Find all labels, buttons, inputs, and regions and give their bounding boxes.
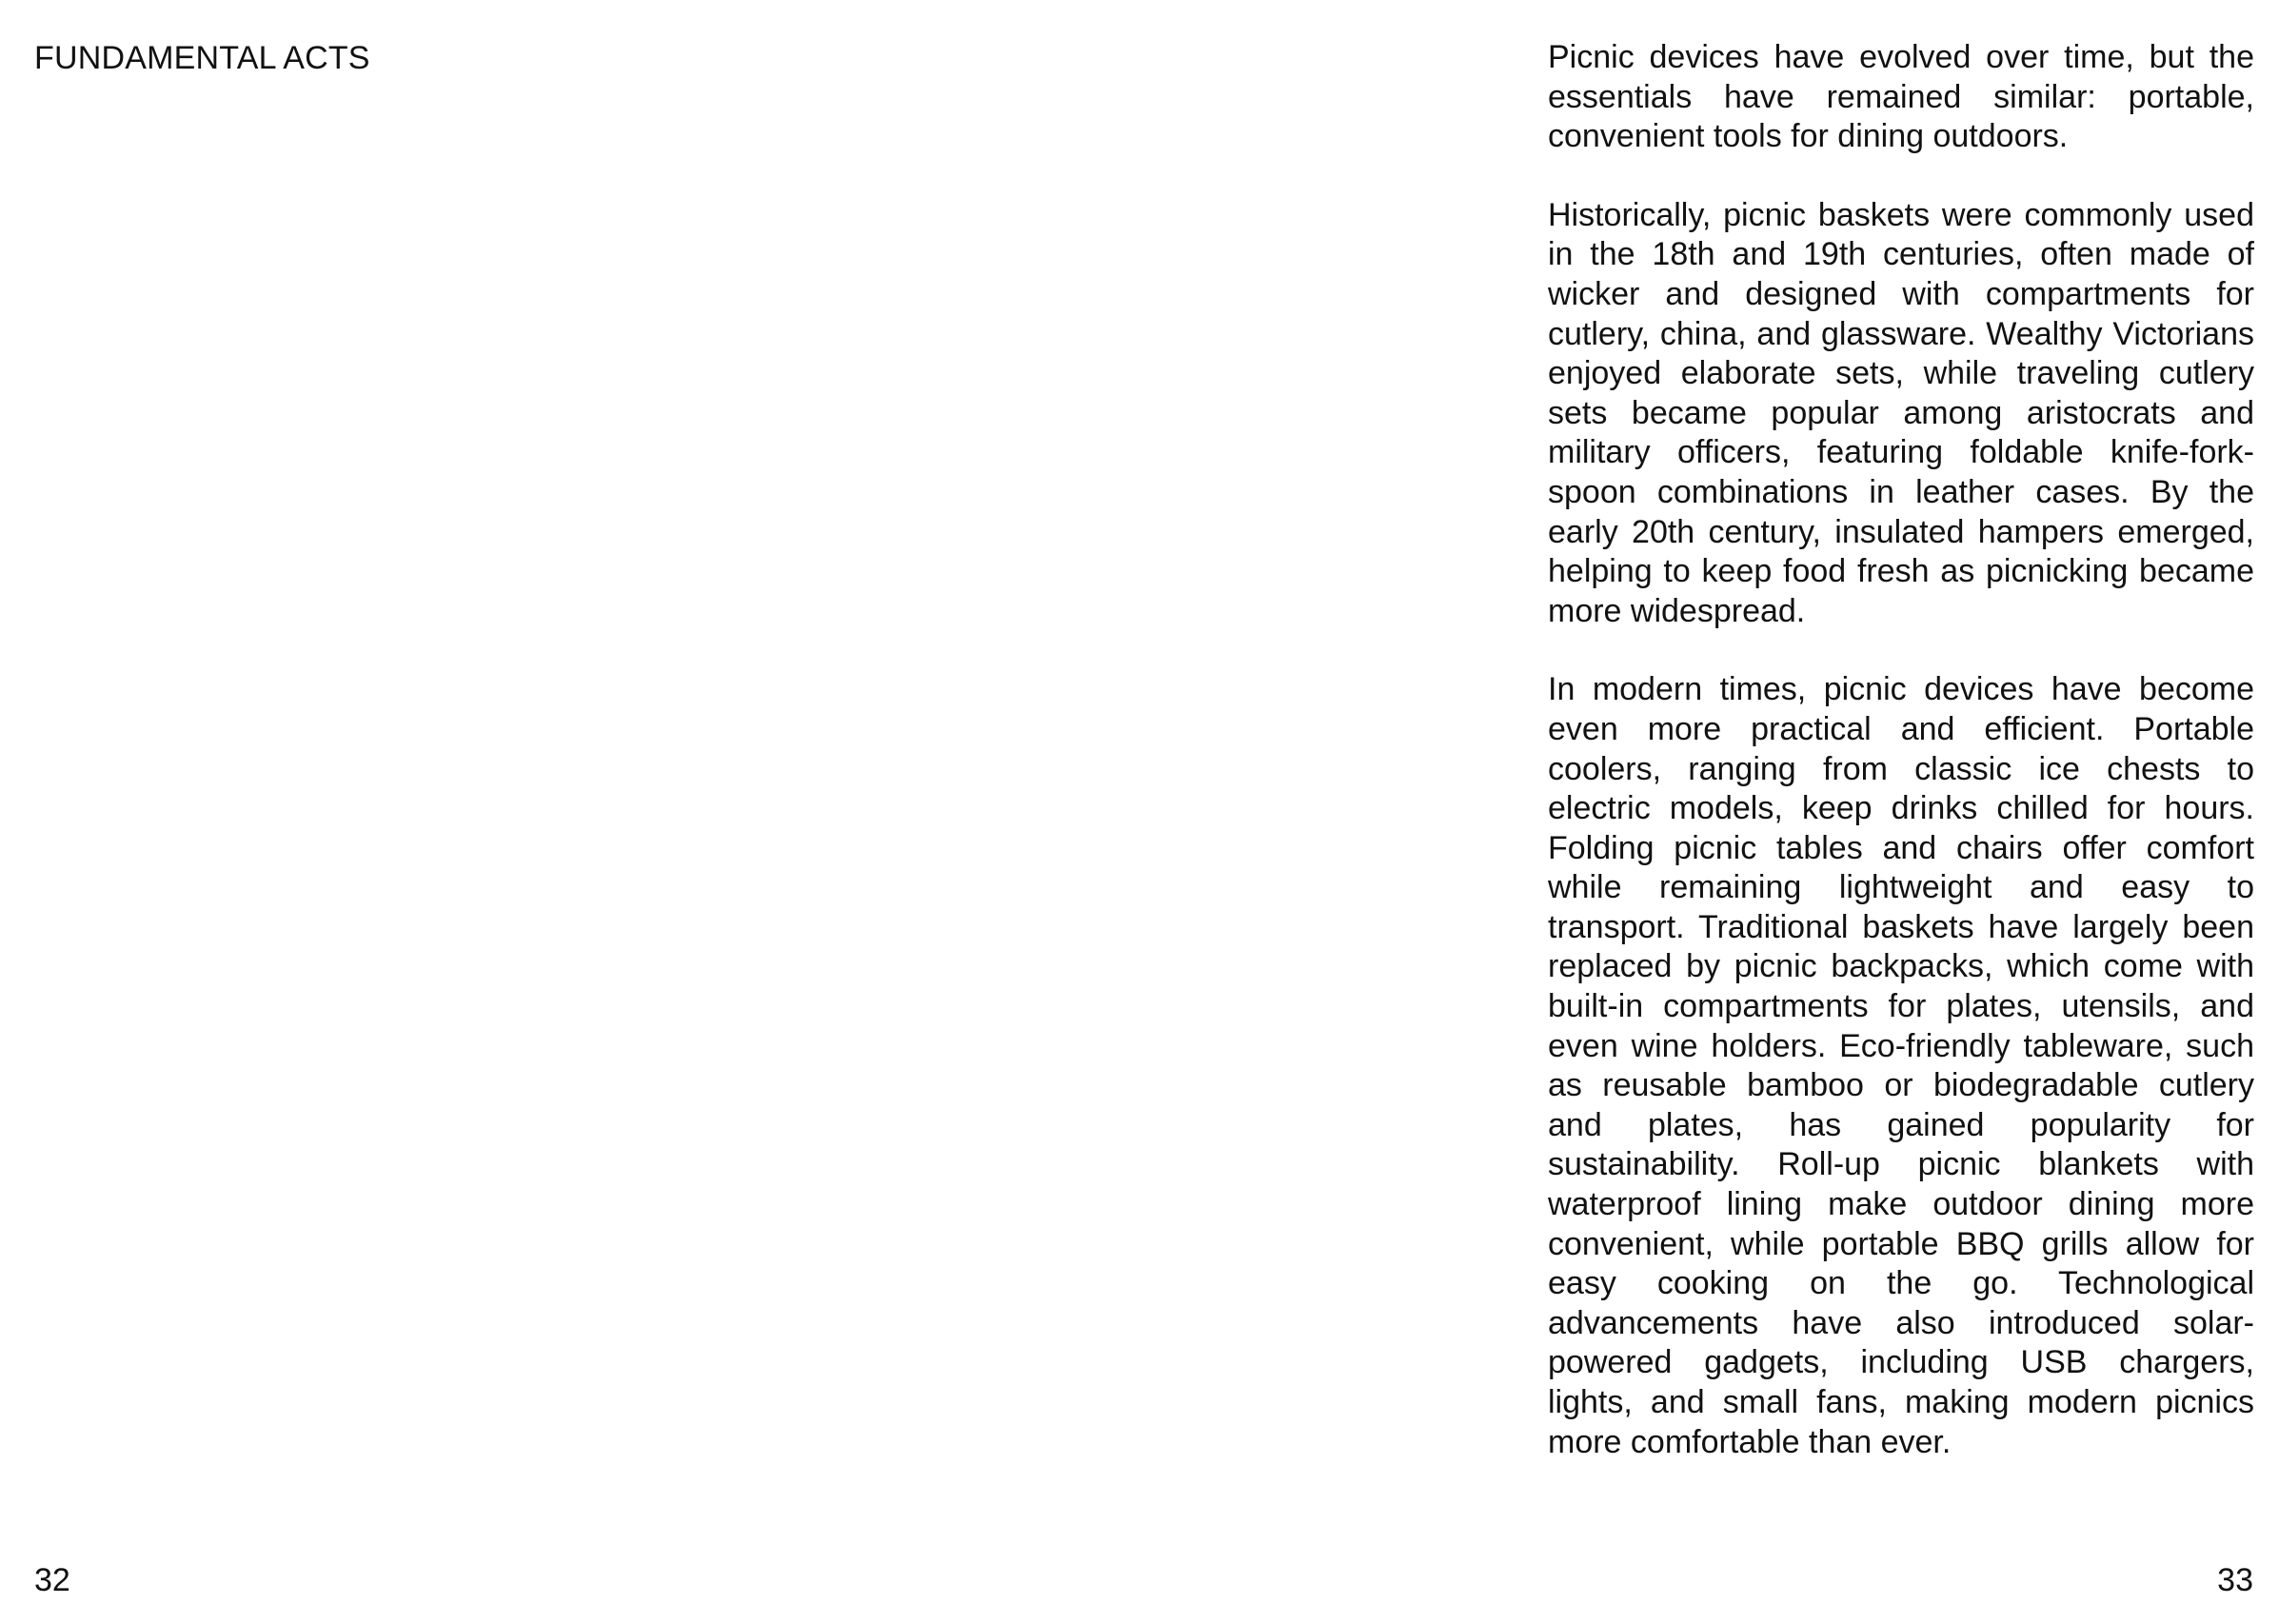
right-page	[1140, 0, 2279, 1624]
paragraph-intro: Picnic devices have evolved over time, but the essentials have remained similar: portable, convenient tools for dining outdoors.	[1548, 39, 2254, 155]
page-number-right: 33	[2217, 1562, 2253, 1598]
running-head: FUNDAMENTAL ACTS	[34, 40, 370, 76]
paragraph-modern: In modern times, picnic devices have become even more practical and efficient. Portable coolers, ranging from classic ice chests to electric models, keep drinks chilled for hours. Folding picnic tables and chairs offer comfort while remaining lightweight and easy to transport. Traditional baskets have largely been replaced by picnic backpacks, which come with built-in compartments for plates, utensils, and even wine holders. Eco-friendly tableware, such as reusable bamboo or biodegradable cutlery and plates, has gained popularity for sustainability. Roll-up picnic blankets with waterproof lining make outdoor dining more convenient, while portable BBQ grills allow for easy cooking on the go. Technological advancements have also introduced solar-powered gadgets, including USB chargers, lights, and small fans, making modern picnics more comfortable than ever.	[1548, 671, 2254, 1460]
page-number-left: 32	[34, 1562, 70, 1598]
paragraph-history: Historically, picnic baskets were commonly used in the 18th and 19th centuries, often made of wicker and designed with compartments for cutlery, china, and glassware. Wealthy Victorians enjoyed elaborate sets, while traveling cutlery sets became popular among aristocrats and military officers, featuring foldable knife-fork-spoon combinations in leather cases. By the early 20th century, insulated hampers emerged, helping to keep food fresh as picnicking became more widespread.	[1548, 196, 2254, 629]
body-text	[1548, 38, 2254, 1501]
